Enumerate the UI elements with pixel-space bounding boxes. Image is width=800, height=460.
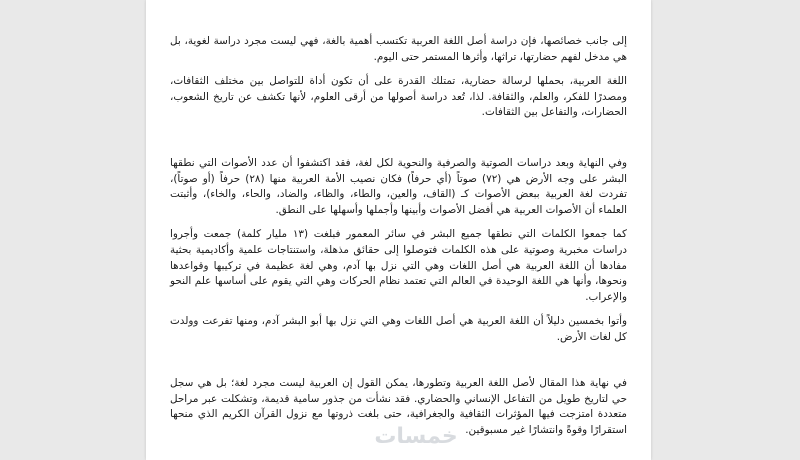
paragraph: كما جمعوا الكلمات التي نطقها جميع البشر في سائر المعمور فبلغت (١٣ مليار كلمة) جمعت وأجروا دراسات مخبرية وصوتية على هذه الكلمات فتوصلوا إلى حقائق مذهلة، واستنتاجات علمية وأكاديمية بحثية مفادها أن اللغة العربية هي أصل اللغات وهي التي نزل بها آدم، وهي لغة عظيمة في تركيبها وقواعدها ونحوها، وأنها هي اللغة الوحيدة في العالم التي تعتمد نظام الحركات وهي التي يقوم على أساسها علم النحو والإعراب. bbox=[170, 228, 627, 303]
document-section-2 bbox=[170, 156, 627, 355]
paragraph: في نهاية هذا المقال لأصل اللغة العربية وتطورها، يمكن القول إن العربية ليست مجرد لغة؛ بل هي سجل حي لتاريخ طويل من التفاعل الإنساني والحضاري. فقد نشأت من جذور سامية قديمة، وتشكلت عبر مراحل متعددة امتزجت فيها المؤثرات الثقافية والجغرافية، حتى بلغت ذروتها مع نزول القرآن الكريم الذي منحها استقرارًا وقوةً وانتشارًا غير مسبوقين. bbox=[170, 377, 627, 436]
document-section-3 bbox=[170, 376, 627, 447]
watermark-logo: خمسات bbox=[374, 424, 458, 449]
document-page bbox=[146, 0, 651, 460]
paragraph: وفي النهاية وبعد دراسات الصوتية والصرفية والنحوية لكل لغة، فقد اكتشفوا أن عدد الأصوات التي نطقها البشر على وجه الأرض هي (٧٢) صوتاً (أي حرفاً) فكان نصيب الأمة العربية منها (٢٨) حرفاً (أو صوتاً)، تفردت لغة العربية ببعض الأصوات كـ (القاف، والعين، والطاء، والظاء، والضاد، والحاء، والخاء)، وأثبتت العلماء أن الأصوات العربية هي أفضل الأصوات وأبينها وأجملها وأسهلها على النطق. bbox=[170, 157, 627, 216]
paragraph: إلى جانب خصائصها، فإن دراسة أصل اللغة العربية تكتسب أهمية بالغة، فهي ليست مجرد دراسة لغوية، بل هي مدخل لفهم حضارتها، تراثها، وأثرها المستمر حتى اليوم. bbox=[170, 35, 627, 63]
document-section-1 bbox=[170, 34, 627, 130]
paragraph: اللغة العربية، بحملها لرسالة حضارية، تمتلك القدرة على أن تكون أداة للتواصل بين مختلف الثقافات، ومصدرًا للفكر، والعلم، والثقافة. لذا، تُعد دراسة أصولها من أرقى العلوم، لأنها تكشف عن تاريخ الشعوب، الحضارات، والتفاعل بين الثقافات. bbox=[170, 75, 627, 119]
paragraph: وأتوا بخمسين دليلاً أن اللغة العربية هي أصل اللغات وهي التي نزل بها أبو البشر آدم، ومنها تفرعت وولدت كل لغات الأرض. bbox=[170, 315, 627, 343]
